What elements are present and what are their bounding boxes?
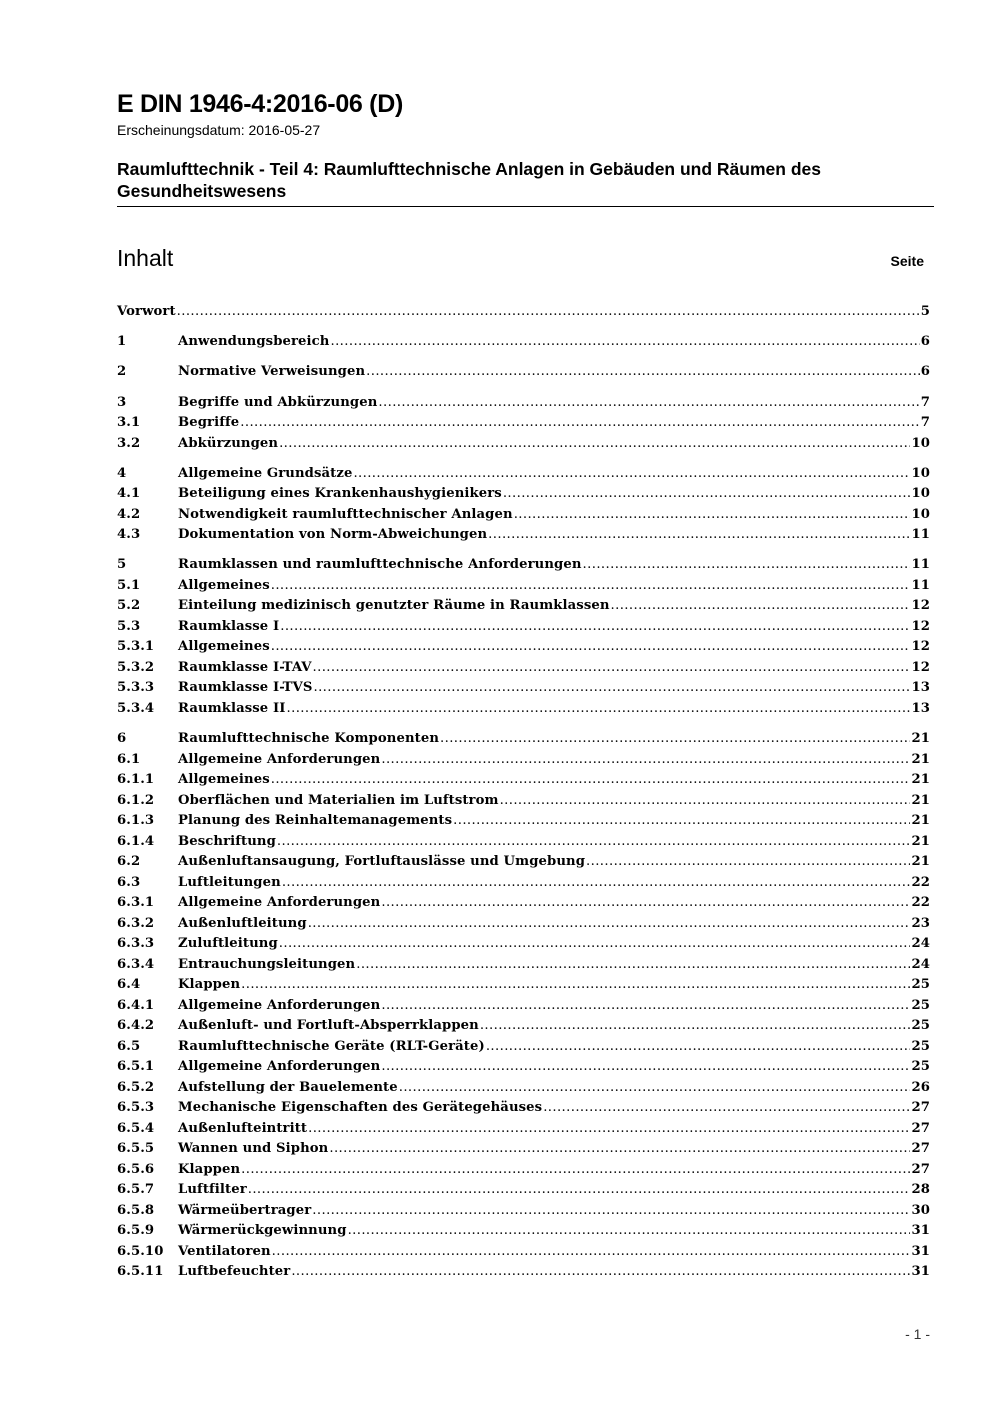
toc-entry-page: 21 (911, 813, 930, 829)
toc-dot-leader (514, 505, 911, 526)
toc-entry-title: Wannen und Siphon (178, 1141, 329, 1157)
table-of-contents (117, 302, 930, 1283)
toc-entry-title: Allgemeine Anforderungen (178, 895, 381, 911)
toc-dot-leader (279, 934, 911, 955)
toc-entry-number: 1 (117, 334, 127, 350)
toc-dot-leader (282, 873, 911, 894)
toc-entry-title: Außenlufteintritt (178, 1120, 308, 1136)
page-number: - 1 - (905, 1326, 930, 1342)
toc-entry-title: Beschriftung (178, 833, 276, 849)
toc-entry-number: 5.3.2 (117, 659, 155, 675)
toc-entry[interactable] (117, 1221, 930, 1242)
toc-entry-title: Allgemeines (178, 639, 270, 655)
toc-entry[interactable] (117, 464, 930, 485)
toc-entry[interactable] (117, 484, 930, 505)
toc-entry-number: 5.2 (117, 598, 141, 614)
toc-entry-page: 6 (920, 334, 930, 350)
toc-entry-number: 6.4.1 (117, 997, 155, 1013)
toc-entry-page: 10 (911, 435, 930, 451)
toc-entry-title: Einteilung medizinisch genutzter Räume in Raumklassen (178, 598, 610, 614)
toc-entry-number: 6.1.3 (117, 813, 155, 829)
toc-entry-title: Begriffe und Abkürzungen (178, 394, 378, 410)
toc-dot-leader (488, 525, 910, 546)
toc-entry[interactable] (117, 596, 930, 617)
toc-entry-page: 11 (911, 557, 930, 573)
toc-dot-leader (381, 750, 910, 771)
toc-entry-title: Allgemeine Anforderungen (178, 997, 381, 1013)
toc-dot-leader (291, 1262, 910, 1283)
toc-dot-leader (240, 413, 919, 434)
toc-entry-page: 27 (911, 1161, 930, 1177)
toc-dot-leader (329, 1139, 910, 1160)
toc-entry-number: 3.2 (117, 435, 141, 451)
toc-entry-number: 6.5.8 (117, 1202, 155, 1218)
toc-entry[interactable] (117, 699, 930, 720)
toc-entry-title: Oberflächen und Materialien im Luftstrom (178, 792, 499, 808)
toc-entry-number: 6.4.2 (117, 1018, 155, 1034)
toc-entry-number: 5.3.4 (117, 700, 155, 716)
toc-entry[interactable] (117, 852, 930, 873)
toc-entry-number: 6.4 (117, 977, 141, 993)
toc-dot-leader (480, 1016, 911, 1037)
toc-entry[interactable] (117, 1037, 930, 1058)
toc-entry-page: 21 (911, 731, 930, 747)
toc-entry[interactable] (117, 914, 930, 935)
toc-entry-page: 23 (911, 915, 930, 931)
toc-entry-title: Anwendungsbereich (178, 334, 330, 350)
toc-entry-title: Begriffe (178, 415, 240, 431)
toc-entry[interactable] (117, 617, 930, 638)
toc-entry[interactable] (117, 996, 930, 1017)
document-subtitle: Raumlufttechnik - Teil 4: Raumlufttechnische Anlagen in Gebäuden und Räumen des Gesundheitswesens (117, 159, 821, 201)
toc-entry-number: 6.5.4 (117, 1120, 155, 1136)
toc-entry-title: Wärmeübertrager (178, 1202, 312, 1218)
toc-entry-page: 24 (911, 936, 930, 952)
toc-entry-page: 25 (911, 1059, 930, 1075)
toc-entry-page: 13 (911, 700, 930, 716)
toc-dot-leader (440, 729, 910, 750)
toc-entry-page: 11 (911, 577, 930, 593)
toc-entry-page: 25 (911, 977, 930, 993)
toc-entry-page: 11 (911, 527, 930, 543)
toc-dot-leader (241, 975, 910, 996)
toc-entry-page: 27 (911, 1100, 930, 1116)
toc-entry-title: Außenluftansaugung, Fortluftauslässe und Umgebung (178, 854, 586, 870)
toc-entry-page: 21 (911, 772, 930, 788)
toc-entry-number: 6.1 (117, 751, 141, 767)
toc-entry-page: 27 (911, 1141, 930, 1157)
toc-entry-number: 5.3.3 (117, 680, 155, 696)
toc-entry-page: 21 (911, 854, 930, 870)
toc-entry-title: Klappen (178, 1161, 241, 1177)
toc-entry-page: 31 (911, 1223, 930, 1239)
toc-dot-leader (356, 955, 910, 976)
toc-entry[interactable] (117, 750, 930, 771)
toc-entry-page: 12 (911, 639, 930, 655)
toc-entry-page: 25 (911, 1038, 930, 1054)
toc-entry-number: 6.5.2 (117, 1079, 155, 1095)
toc-entry-number: 6.3.4 (117, 956, 155, 972)
toc-entry[interactable] (117, 1262, 930, 1283)
toc-entry-title: Luftfilter (178, 1182, 247, 1198)
toc-entry-title: Zuluftleitung (178, 936, 278, 952)
toc-entry-title: Planung des Reinhaltemanagements (178, 813, 453, 829)
toc-entry-number: 5.3 (117, 618, 141, 634)
toc-dot-leader (503, 484, 911, 505)
toc-entry-number: 6.5.6 (117, 1161, 155, 1177)
toc-entry-page: 31 (911, 1264, 930, 1280)
toc-entry[interactable] (117, 811, 930, 832)
toc-entry-number: 6 (117, 731, 127, 747)
toc-entry[interactable] (117, 678, 930, 699)
toc-entry-number: 6.5.10 (117, 1243, 164, 1259)
toc-entry-page: 10 (911, 465, 930, 481)
toc-dot-leader (543, 1098, 910, 1119)
toc-entry-number: 4 (117, 465, 127, 481)
toc-dot-leader (381, 893, 910, 914)
toc-entry[interactable] (117, 413, 930, 434)
toc-entry-page: 21 (911, 833, 930, 849)
toc-entry-title: Aufstellung der Bauelemente (178, 1079, 398, 1095)
toc-entry-page: 21 (911, 751, 930, 767)
toc-dot-leader (611, 596, 911, 617)
toc-entry[interactable] (117, 770, 930, 791)
toc-entry-title: Normative Verweisungen (178, 364, 366, 380)
toc-page-column-label: Seite (890, 253, 924, 269)
toc-entry-title: Wärmerückgewinnung (178, 1223, 347, 1239)
toc-entry-page: 6 (920, 364, 930, 380)
toc-entry-number: 6.5.11 (117, 1264, 164, 1280)
toc-entry[interactable] (117, 832, 930, 853)
toc-entry[interactable] (117, 1119, 930, 1140)
toc-dot-leader (277, 832, 911, 853)
toc-dot-leader (378, 393, 919, 414)
toc-entry-page: 25 (911, 997, 930, 1013)
toc-entry-number: 6.3.3 (117, 936, 155, 952)
toc-entry[interactable] (117, 893, 930, 914)
toc-entry-number: 5 (117, 557, 127, 573)
toc-entry[interactable] (117, 332, 930, 353)
toc-dot-leader (177, 302, 920, 323)
toc-entry-title: Notwendigkeit raumlufttechnischer Anlagen (178, 506, 513, 522)
toc-entry-page: 26 (911, 1079, 930, 1095)
toc-entry[interactable] (117, 1078, 930, 1099)
toc-dot-leader (500, 791, 911, 812)
toc-entry-page: 31 (911, 1243, 930, 1259)
toc-entry-title: Abkürzungen (178, 435, 279, 451)
toc-dot-leader (330, 332, 919, 353)
toc-entry-page: 22 (911, 874, 930, 890)
toc-entry-number: 2 (117, 364, 127, 380)
toc-entry-page: 22 (911, 895, 930, 911)
toc-dot-leader (308, 1119, 910, 1140)
toc-entry[interactable] (117, 1180, 930, 1201)
toc-entry[interactable] (117, 955, 930, 976)
toc-dot-leader (271, 576, 911, 597)
toc-entry-page: 10 (911, 506, 930, 522)
toc-entry-title: Luftleitungen (178, 874, 281, 890)
title-divider (117, 206, 934, 207)
toc-entry-number: 6.1.2 (117, 792, 155, 808)
toc-dot-leader (272, 1242, 911, 1263)
toc-entry-number: 4.3 (117, 527, 141, 543)
toc-entry[interactable] (117, 525, 930, 546)
toc-entry[interactable] (117, 393, 930, 414)
toc-entry[interactable] (117, 302, 930, 323)
toc-entry-title: Raumklassen und raumlufttechnische Anforderungen (178, 557, 582, 573)
toc-dot-leader (348, 1221, 911, 1242)
toc-entry-page: 24 (911, 956, 930, 972)
toc-dot-leader (308, 914, 911, 935)
toc-entry[interactable] (117, 791, 930, 812)
toc-entry[interactable] (117, 1201, 930, 1222)
toc-dot-leader (248, 1180, 911, 1201)
toc-entry-page: 12 (911, 618, 930, 634)
toc-entry-title: Raumlufttechnische Geräte (RLT-Geräte) (178, 1038, 485, 1054)
toc-entry-page: 12 (911, 598, 930, 614)
toc-entry[interactable] (117, 729, 930, 750)
toc-entry-number: 6.5 (117, 1038, 141, 1054)
toc-entry-number: 6.5.1 (117, 1059, 155, 1075)
toc-dot-leader (271, 637, 911, 658)
toc-entry[interactable] (117, 1139, 930, 1160)
publication-date: Erscheinungsdatum: 2016-05-27 (117, 122, 321, 138)
toc-entry-title: Außenluft- und Fortluft-Absperrklappen (178, 1018, 479, 1034)
toc-entry-number: 3.1 (117, 415, 141, 431)
toc-entry-page: 21 (911, 792, 930, 808)
toc-dot-leader (313, 658, 911, 679)
toc-entry[interactable] (117, 637, 930, 658)
toc-entry-page: 28 (911, 1182, 930, 1198)
toc-entry-title: Allgemeines (178, 772, 270, 788)
toc-entry-title: Allgemeine Anforderungen (178, 751, 381, 767)
toc-entry-page: 12 (911, 659, 930, 675)
toc-entry-number: 6.3.2 (117, 915, 155, 931)
toc-dot-leader (453, 811, 910, 832)
toc-entry-title: Außenluftleitung (178, 915, 307, 931)
toc-entry-title: Luftbefeuchter (178, 1264, 291, 1280)
toc-dot-leader (486, 1037, 911, 1058)
toc-entry-number: 4.1 (117, 486, 141, 502)
toc-entry-number: 6.5.9 (117, 1223, 155, 1239)
toc-entry-number: Vorwort (117, 304, 176, 319)
toc-entry-title: Entrauchungsleitungen (178, 956, 356, 972)
toc-entry-number: 6.3.1 (117, 895, 155, 911)
toc-entry[interactable] (117, 1057, 930, 1078)
toc-dot-leader (353, 464, 910, 485)
toc-dot-leader (381, 996, 910, 1017)
toc-entry-number: 6.5.5 (117, 1141, 155, 1157)
toc-entry[interactable] (117, 975, 930, 996)
document-title: E DIN 1946-4:2016-06 (D) (117, 90, 403, 118)
toc-entry-title: Raumklasse II (178, 700, 286, 716)
toc-entry-title: Raumklasse I-TVS (178, 680, 313, 696)
toc-entry-number: 6.5.7 (117, 1182, 155, 1198)
toc-entry[interactable] (117, 505, 930, 526)
toc-entry[interactable] (117, 1098, 930, 1119)
toc-dot-leader (399, 1078, 911, 1099)
toc-entry-title: Allgemeine Grundsätze (178, 465, 353, 481)
toc-dot-leader (271, 770, 911, 791)
toc-entry[interactable] (117, 555, 930, 576)
toc-dot-leader (314, 678, 911, 699)
toc-heading: Inhalt (117, 245, 174, 271)
toc-entry-title: Raumklasse I (178, 618, 280, 634)
toc-entry[interactable] (117, 1242, 930, 1263)
toc-dot-leader (583, 555, 911, 576)
toc-entry-number: 6.1.4 (117, 833, 155, 849)
toc-entry-page: 13 (911, 680, 930, 696)
toc-dot-leader (280, 617, 910, 638)
toc-dot-leader (366, 362, 920, 383)
toc-entry[interactable] (117, 934, 930, 955)
toc-dot-leader (287, 699, 911, 720)
toc-entry-title: Klappen (178, 977, 241, 993)
toc-entry-number: 6.5.3 (117, 1100, 155, 1116)
toc-entry-title: Dokumentation von Norm-Abweichungen (178, 527, 488, 543)
toc-entry-number: 5.3.1 (117, 639, 155, 655)
toc-entry-title: Ventilatoren (178, 1243, 271, 1259)
toc-entry-page: 25 (911, 1018, 930, 1034)
toc-dot-leader (279, 434, 910, 455)
toc-entry-title: Raumklasse I-TAV (178, 659, 312, 675)
toc-entry[interactable] (117, 658, 930, 679)
toc-entry-page: 7 (920, 394, 930, 410)
toc-entry-title: Allgemeine Anforderungen (178, 1059, 381, 1075)
toc-entry-number: 6.2 (117, 854, 141, 870)
toc-entry-title: Raumlufttechnische Komponenten (178, 731, 440, 747)
toc-entry-number: 5.1 (117, 577, 141, 593)
toc-entry-page: 27 (911, 1120, 930, 1136)
toc-dot-leader (586, 852, 910, 873)
toc-entry-title: Beteiligung eines Krankenhaushygienikers (178, 486, 502, 502)
toc-entry[interactable] (117, 873, 930, 894)
toc-entry[interactable] (117, 434, 930, 455)
toc-entry[interactable] (117, 576, 930, 597)
toc-entry[interactable] (117, 362, 930, 383)
toc-entry-page: 7 (920, 415, 930, 431)
toc-entry-title: Allgemeines (178, 577, 270, 593)
toc-entry-number: 3 (117, 394, 127, 410)
toc-entry-number: 6.3 (117, 874, 141, 890)
toc-entry-page: 5 (920, 304, 930, 319)
toc-entry-page: 30 (911, 1202, 930, 1218)
toc-dot-leader (312, 1201, 910, 1222)
toc-entry[interactable] (117, 1016, 930, 1037)
toc-entry[interactable] (117, 1160, 930, 1181)
toc-entry-number: 6.1.1 (117, 772, 155, 788)
toc-dot-leader (241, 1160, 910, 1181)
toc-entry-number: 4.2 (117, 506, 141, 522)
toc-entry-page: 10 (911, 486, 930, 502)
toc-dot-leader (381, 1057, 910, 1078)
toc-entry-title: Mechanische Eigenschaften des Gerätegehäuses (178, 1100, 543, 1116)
